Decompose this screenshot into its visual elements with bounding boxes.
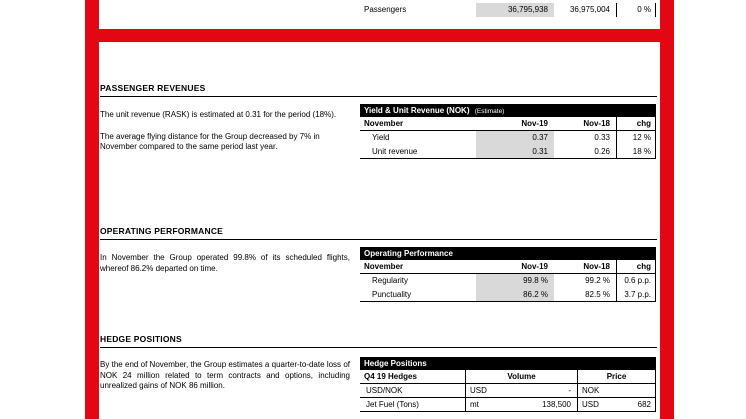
value-chg: 0.6 p.p. bbox=[616, 274, 656, 288]
page-border-left bbox=[85, 0, 99, 419]
red-divider-band bbox=[85, 29, 674, 42]
value-nov18: 82.5 % bbox=[585, 290, 610, 299]
price-value: 682 bbox=[621, 398, 656, 411]
hedge-positions-text bbox=[100, 360, 350, 392]
volume-unit: mt bbox=[465, 398, 505, 411]
table-title: Hedge Positions bbox=[364, 359, 427, 368]
volume-value: 138,500 bbox=[542, 400, 571, 409]
price-unit: USD bbox=[577, 398, 621, 411]
body-paragraph: By the end of November, the Group estimates a quarter-to-date loss of NOK 24 million related to term contracts and options, including unrealized gains of NOK 86 million. bbox=[100, 360, 350, 390]
column-header-nov18: Nov-18 bbox=[583, 262, 610, 271]
row-label: Regularity bbox=[372, 276, 409, 285]
column-header-volume: Volume bbox=[465, 370, 577, 383]
row-label: Jet Fuel (Tons) bbox=[366, 400, 419, 409]
row-label: USD/NOK bbox=[366, 386, 403, 395]
value-nov18: 99.2 % bbox=[585, 276, 610, 285]
operating-performance-text bbox=[100, 253, 350, 274]
column-header-price: Price bbox=[577, 370, 656, 383]
value-chg: 18 % bbox=[616, 145, 656, 158]
table-header-row bbox=[360, 260, 656, 274]
section-heading-hedge-positions: HEDGE POSITIONS bbox=[100, 334, 657, 348]
table-row bbox=[360, 131, 656, 145]
value-nov18: 0.33 bbox=[594, 133, 610, 142]
hedge-positions-table bbox=[360, 357, 656, 412]
value-nov19: 99.8 % bbox=[476, 274, 554, 288]
column-header-hedges: Q4 19 Hedges bbox=[364, 372, 417, 381]
table-row bbox=[360, 384, 656, 398]
row-label: Passengers bbox=[364, 5, 407, 14]
value-nov18: 0.26 bbox=[594, 147, 610, 156]
value-chg: 3.7 p.p. bbox=[616, 288, 656, 301]
price-value bbox=[621, 384, 656, 397]
value-nov18: 36,975,004 bbox=[569, 5, 610, 14]
table-title-bar bbox=[360, 357, 656, 370]
volume-value: - bbox=[568, 386, 571, 395]
table-header-row bbox=[360, 370, 656, 384]
table-header-row bbox=[360, 117, 656, 131]
passenger-revenues-text bbox=[100, 110, 350, 153]
table-row bbox=[360, 145, 656, 159]
value-nov19: 36,795,938 bbox=[476, 3, 554, 17]
table-row bbox=[360, 274, 656, 288]
value-chg: 0 % bbox=[616, 3, 656, 17]
section-heading-operating-performance: OPERATING PERFORMANCE bbox=[100, 226, 657, 240]
table-title-bar bbox=[360, 247, 656, 260]
section-heading-passenger-revenues: PASSENGER REVENUES bbox=[100, 83, 657, 97]
value-nov19: 86.2 % bbox=[476, 288, 554, 301]
table-title-note: (Estimate) bbox=[474, 108, 505, 115]
value-nov19: 0.31 bbox=[476, 145, 554, 158]
table-title-bar bbox=[360, 104, 656, 117]
column-header-month: November bbox=[364, 262, 404, 271]
column-header-nov19: Nov-19 bbox=[521, 262, 548, 271]
page-border-right bbox=[660, 0, 674, 419]
body-paragraph: The unit revenue (RASK) is estimated at 0.31 for the period (18%). bbox=[100, 110, 337, 119]
column-header-chg: chg bbox=[616, 117, 656, 130]
body-paragraph: The average flying distance for the Group decreased by 7% in November compared to the same period last year. bbox=[100, 131, 320, 151]
price-unit: NOK bbox=[577, 384, 621, 397]
row-label: Yield bbox=[372, 133, 390, 142]
table-title: Yield & Unit Revenue (NOK) bbox=[364, 106, 470, 115]
table-title: Operating Performance bbox=[364, 249, 453, 258]
traffic-figures-table bbox=[360, 3, 656, 17]
row-label: Punctuality bbox=[372, 290, 412, 299]
column-header-month: November bbox=[364, 119, 404, 128]
table-row bbox=[360, 398, 656, 412]
yield-unit-revenue-table bbox=[360, 104, 656, 159]
table-row bbox=[360, 288, 656, 302]
value-nov19: 0.37 bbox=[476, 131, 554, 145]
column-header-nov19: Nov-19 bbox=[521, 119, 548, 128]
value-chg: 12 % bbox=[616, 131, 656, 145]
body-paragraph: In November the Group operated 99.8% of its scheduled flights, whereof 86.2% departed on time. bbox=[100, 253, 350, 273]
row-label: Unit revenue bbox=[372, 147, 418, 156]
column-header-nov18: Nov-18 bbox=[583, 119, 610, 128]
operating-performance-table bbox=[360, 247, 656, 302]
volume-unit: USD bbox=[465, 384, 505, 397]
column-header-chg: chg bbox=[616, 260, 656, 273]
table-row bbox=[360, 3, 656, 17]
